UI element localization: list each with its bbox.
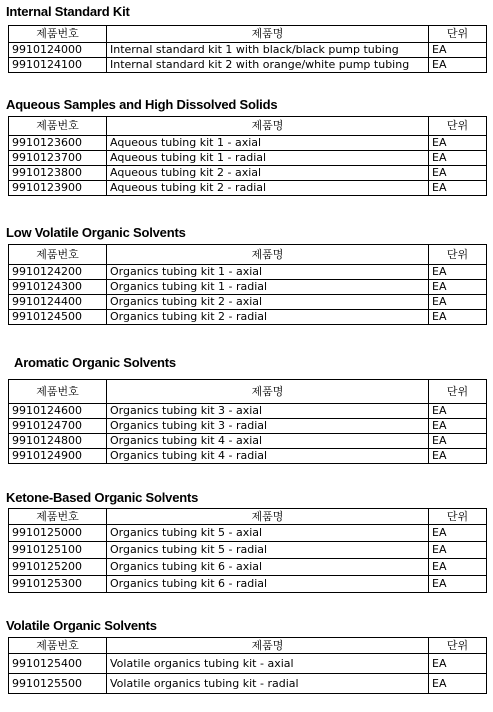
header-code: 제품번호 — [9, 26, 107, 43]
product-code: 9910124700 — [9, 419, 107, 434]
product-table — [8, 25, 487, 73]
product-unit: EA — [429, 181, 487, 196]
product-unit: EA — [429, 136, 487, 151]
header-unit: 단위 — [429, 380, 487, 404]
product-code: 9910125000 — [9, 525, 107, 542]
product-unit: EA — [429, 542, 487, 559]
table-row — [9, 151, 487, 166]
product-table — [8, 244, 487, 325]
product-code: 9910123700 — [9, 151, 107, 166]
product-name: Organics tubing kit 3 - axial — [107, 404, 429, 419]
header-name: 제품명 — [107, 380, 429, 404]
header-row — [9, 26, 487, 43]
header-name: 제품명 — [107, 26, 429, 43]
product-name: Volatile organics tubing kit - radial — [107, 674, 429, 694]
product-name: Organics tubing kit 3 - radial — [107, 419, 429, 434]
section-title: Ketone-Based Organic Solvents — [6, 490, 199, 505]
product-table — [8, 116, 487, 196]
product-name: Organics tubing kit 4 - axial — [107, 434, 429, 449]
header-row — [9, 117, 487, 136]
product-code: 9910123800 — [9, 166, 107, 181]
table-row — [9, 419, 487, 434]
product-name: Aqueous tubing kit 2 - radial — [107, 181, 429, 196]
header-row — [9, 509, 487, 525]
product-code: 9910124900 — [9, 449, 107, 464]
product-code: 9910124000 — [9, 43, 107, 58]
product-unit: EA — [429, 449, 487, 464]
header-code: 제품번호 — [9, 245, 107, 265]
table-row — [9, 654, 487, 674]
product-table — [8, 637, 487, 694]
product-code: 9910124300 — [9, 280, 107, 295]
product-unit: EA — [429, 280, 487, 295]
header-unit: 단위 — [429, 509, 487, 525]
product-code: 9910124800 — [9, 434, 107, 449]
product-unit: EA — [429, 310, 487, 325]
product-name: Aqueous tubing kit 1 - radial — [107, 151, 429, 166]
header-name: 제품명 — [107, 245, 429, 265]
table-row — [9, 404, 487, 419]
header-name: 제품명 — [107, 117, 429, 136]
header-unit: 단위 — [429, 638, 487, 654]
header-row — [9, 380, 487, 404]
table-row — [9, 559, 487, 576]
product-unit: EA — [429, 295, 487, 310]
section-title: Volatile Organic Solvents — [6, 618, 157, 633]
product-name: Aqueous tubing kit 1 - axial — [107, 136, 429, 151]
product-table — [8, 379, 487, 464]
table-row — [9, 542, 487, 559]
header-name: 제품명 — [107, 509, 429, 525]
table-row — [9, 674, 487, 694]
header-code: 제품번호 — [9, 117, 107, 136]
header-unit: 단위 — [429, 245, 487, 265]
product-unit: EA — [429, 265, 487, 280]
product-name: Aqueous tubing kit 2 - axial — [107, 166, 429, 181]
product-name: Organics tubing kit 1 - axial — [107, 265, 429, 280]
table-row — [9, 43, 487, 58]
product-name: Organics tubing kit 2 - axial — [107, 295, 429, 310]
section-title: Aromatic Organic Solvents — [14, 355, 176, 370]
header-unit: 단위 — [429, 26, 487, 43]
table-row — [9, 280, 487, 295]
section-title: Internal Standard Kit — [6, 4, 130, 19]
product-unit: EA — [429, 434, 487, 449]
table-row — [9, 576, 487, 593]
header-row — [9, 638, 487, 654]
product-name: Organics tubing kit 4 - radial — [107, 449, 429, 464]
product-code: 9910125300 — [9, 576, 107, 593]
product-name: Internal standard kit 2 with orange/white pump tubing — [107, 58, 429, 73]
table-row — [9, 58, 487, 73]
product-code: 9910125100 — [9, 542, 107, 559]
product-name: Organics tubing kit 2 - radial — [107, 310, 429, 325]
product-unit: EA — [429, 654, 487, 674]
header-row — [9, 245, 487, 265]
product-code: 9910125200 — [9, 559, 107, 576]
product-code: 9910123600 — [9, 136, 107, 151]
product-name: Organics tubing kit 1 - radial — [107, 280, 429, 295]
product-code: 9910124500 — [9, 310, 107, 325]
product-name: Organics tubing kit 5 - radial — [107, 542, 429, 559]
header-unit: 단위 — [429, 117, 487, 136]
product-unit: EA — [429, 166, 487, 181]
product-unit: EA — [429, 58, 487, 73]
table-row — [9, 181, 487, 196]
product-unit: EA — [429, 525, 487, 542]
product-unit: EA — [429, 151, 487, 166]
table-row — [9, 265, 487, 280]
table-row — [9, 434, 487, 449]
section-title: Low Volatile Organic Solvents — [6, 225, 186, 240]
table-row — [9, 310, 487, 325]
table-row — [9, 525, 487, 542]
header-code: 제품번호 — [9, 509, 107, 525]
product-code: 9910124600 — [9, 404, 107, 419]
product-code: 9910125500 — [9, 674, 107, 694]
section-title: Aqueous Samples and High Dissolved Solids — [6, 97, 278, 112]
table-row — [9, 449, 487, 464]
product-code: 9910124400 — [9, 295, 107, 310]
product-name: Organics tubing kit 6 - axial — [107, 559, 429, 576]
product-unit: EA — [429, 404, 487, 419]
product-unit: EA — [429, 576, 487, 593]
product-code: 9910124100 — [9, 58, 107, 73]
header-code: 제품번호 — [9, 638, 107, 654]
product-code: 9910124200 — [9, 265, 107, 280]
header-code: 제품번호 — [9, 380, 107, 404]
table-row — [9, 295, 487, 310]
product-table — [8, 508, 487, 593]
product-name: Internal standard kit 1 with black/black pump tubing — [107, 43, 429, 58]
product-code: 9910123900 — [9, 181, 107, 196]
product-name: Volatile organics tubing kit - axial — [107, 654, 429, 674]
product-name: Organics tubing kit 6 - radial — [107, 576, 429, 593]
table-row — [9, 136, 487, 151]
product-name: Organics tubing kit 5 - axial — [107, 525, 429, 542]
product-unit: EA — [429, 419, 487, 434]
product-unit: EA — [429, 674, 487, 694]
table-row — [9, 166, 487, 181]
header-name: 제품명 — [107, 638, 429, 654]
product-code: 9910125400 — [9, 654, 107, 674]
product-unit: EA — [429, 43, 487, 58]
product-unit: EA — [429, 559, 487, 576]
